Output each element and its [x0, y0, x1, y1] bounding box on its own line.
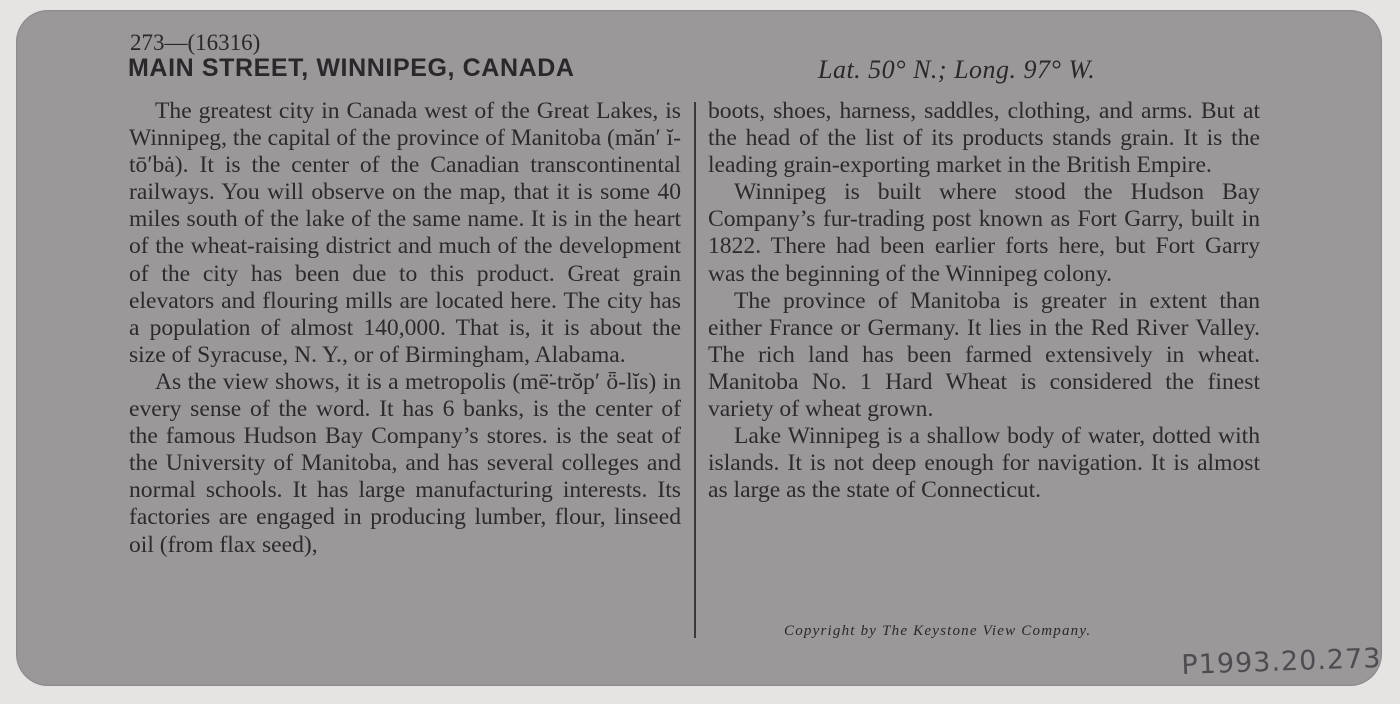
- catalog-number: 273—(16316): [130, 30, 261, 55]
- right-paragraph-1: boots, shoes, harness, saddles, clothing, and arms. But at the head of the list of its products stands grain. It is the leading grain-exporting market in the British Empire.: [708, 98, 1260, 179]
- card-title: MAIN STREET, WINNIPEG, CANADA: [128, 54, 575, 82]
- left-column: [129, 98, 681, 559]
- right-paragraph-2: Winnipeg is built where stood the Hudson Bay Company’s fur-trading post known as Fort Garry, built in 1822. There had been earlier forts here, but Fort Garry was the beginning of the Winnipeg colony.: [708, 179, 1260, 287]
- left-paragraph-1: The greatest city in Canada west of the Great Lakes, is Winnipeg, the capital of the province of Manitoba (măn′ ĭ-tō′bȧ). It is the center of the Canadian transcontinental railways. You will observe on the map, that it is some 40 miles south of the lake of the same name. It is in the heart of the wheat-raising district and much of the development of the city has been due to this product. Great grain elevators and flouring mills are located here. The city has a population of almost 140,000. That is, it is about the size of Syracuse, N. Y., or of Birmingham, Alabama.: [129, 98, 681, 368]
- right-paragraph-3: The province of Manitoba is greater in extent than either France or Germany. It lies in the Red River Valley. The rich land has been farmed extensively in wheat. Manitoba No. 1 Hard Wheat is considered the finest variety of wheat grown.: [708, 287, 1260, 423]
- column-divider: [694, 102, 696, 638]
- left-paragraph-2: As the view shows, it is a metropolis (mē̈-trŏp′ ȫ-lĭs) in every sense of the word. It has 6 banks, is the center of the famous Hudson Bay Company’s stores. is the seat of the University of Manitoba, and has several colleges and normal schools. It has large manufacturing interests. Its factories are engaged in producing lumber, flour, linseed oil (from flax seed),: [129, 368, 681, 558]
- accession-number: P1993.20.273: [1180, 643, 1382, 681]
- lat-long: Lat. 50° N.; Long. 97° W.: [818, 55, 1096, 84]
- right-column: [708, 98, 1260, 504]
- right-paragraph-4: Lake Winnipeg is a shallow body of water, dotted with islands. It is not deep enough for navigation. It is almost as large as the state of Connecticut.: [708, 423, 1260, 504]
- stereograph-card-back: [16, 10, 1382, 686]
- copyright-notice: Copyright by The Keystone View Company.: [784, 623, 1092, 639]
